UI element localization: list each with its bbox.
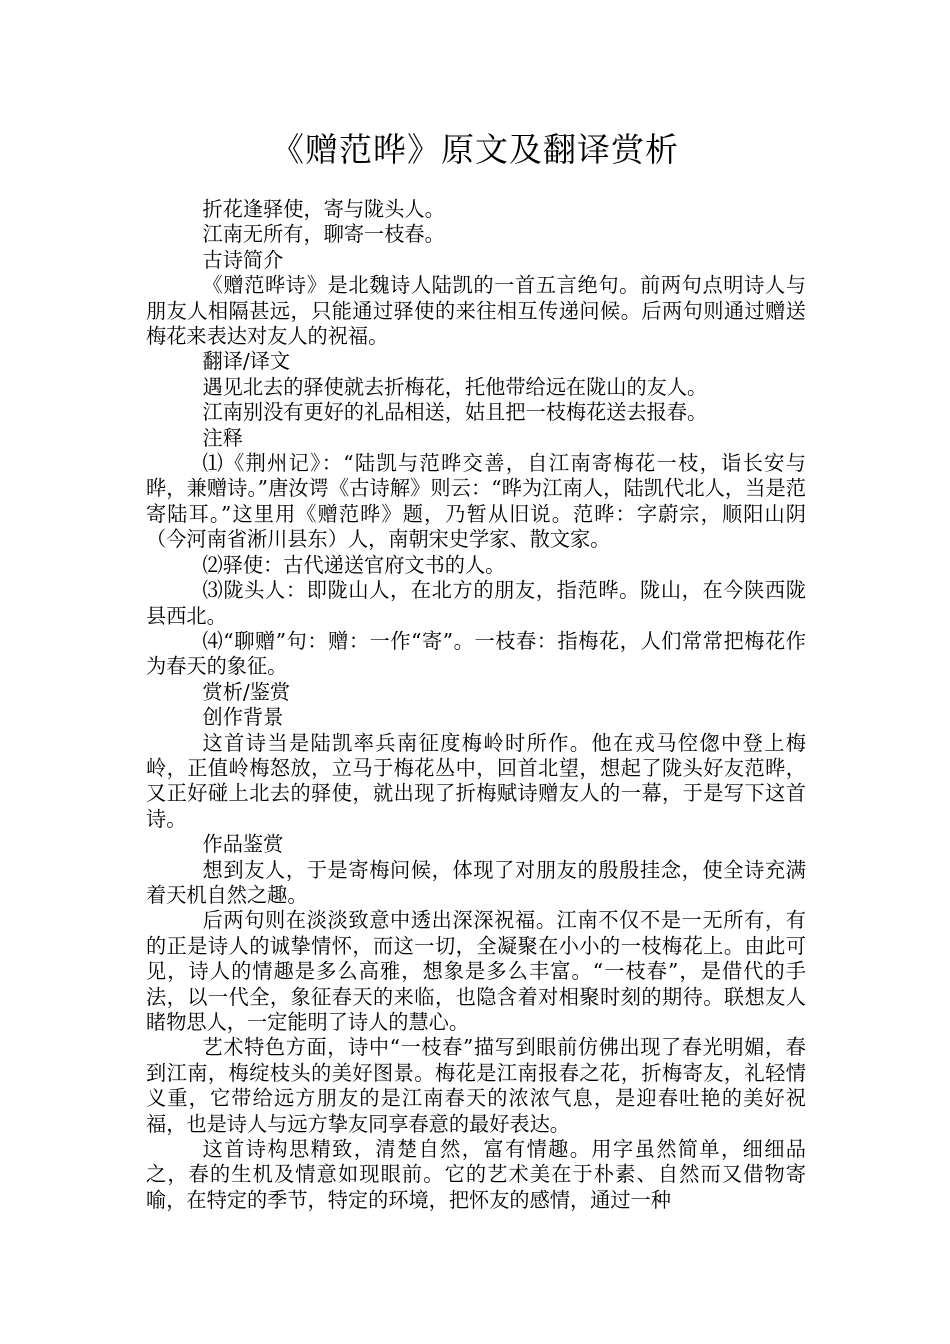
appreciation-paragraph-3: 艺术特色方面，诗中“一枝春”描写到眼前仿佛出现了春光明媚，春到江南，梅绽枝头的美好图景。梅花是江南报春之花，折梅寄友，礼轻情义重，它带给远方朋友的是江南春天的浓浓气息，是迎春吐艳的美好祝福，也是诗人与远方挚友同享春意的最好表达。	[146, 1035, 806, 1136]
translation-line-2: 江南别没有更好的礼品相送，姑且把一枝梅花送去报春。	[202, 400, 708, 425]
poem-line-2: 江南无所有，聊寄一枝春。	[202, 222, 445, 247]
section-heading-work-appreciation: 作品鉴赏	[202, 832, 284, 857]
section-heading-notes: 注释	[202, 425, 243, 450]
document-title: 《赠范晔》原文及翻译赏析	[271, 130, 679, 169]
intro-paragraph: 《赠范晔诗》是北魏诗人陆凯的一首五言绝句。前两句点明诗人与朋友人相隔甚远，只能通过驿使的来往相互传递问候。后两句则通过赠送梅花来表达对友人的祝福。	[146, 273, 806, 349]
note-1: ⑴《荆州记》：“陆凯与范晔交善，自江南寄梅花一枝，诣长安与晔，兼赠诗。”唐汝谔《古诗解》则云：“晔为江南人，陆凯代北人，当是范寄陆耳。”这里用《赠范晔》题，乃暂从旧说。范晔：字蔚宗，顺阳山阴（今河南省淅川县东）人，南朝宋史学家、散文家。	[146, 451, 806, 552]
section-heading-appreciation: 赏析/鉴赏	[202, 679, 291, 704]
poem-line-1: 折花逢驿使，寄与陇头人。	[202, 197, 445, 221]
section-heading-background: 创作背景	[202, 705, 284, 730]
note-2: ⑵驿使：古代递送官府文书的人。	[202, 552, 506, 577]
appreciation-paragraph-1: 想到友人，于是寄梅问候，体现了对朋友的殷殷挂念，使全诗充满着天机自然之趣。	[146, 857, 806, 907]
section-heading-translation: 翻译/译文	[202, 349, 291, 374]
document-body	[146, 197, 806, 1213]
section-heading-intro: 古诗简介	[202, 247, 284, 272]
note-4: ⑷“聊赠”句：赠：一作“寄”。一枝春：指梅花，人们常常把梅花作为春天的象征。	[146, 628, 806, 679]
note-3: ⑶陇头人：即陇山人，在北方的朋友，指范晔。陇山，在今陕西陇县西北。	[146, 578, 806, 628]
background-paragraph: 这首诗当是陆凯率兵南征度梅岭时所作。他在戎马倥偬中登上梅岭，正值岭梅怒放，立马于梅花丛中，回首北望，想起了陇头好友范晔，又正好碰上北去的驿使，就出现了折梅赋诗赠友人的一幕，于是写下这首诗。	[146, 730, 806, 831]
appreciation-paragraph-4: 这首诗构思精致，清楚自然，富有情趣。用字虽然简单，细细品之，春的生机及情意如现眼前。它的艺术美在于朴素、自然而又借物寄喻，在特定的季节，特定的环境，把怀友的感情，通过一种	[146, 1137, 806, 1212]
appreciation-paragraph-2: 后两句则在淡淡致意中透出深深祝福。江南不仅不是一无所有，有的正是诗人的诚挚情怀，而这一切，全凝聚在小小的一枝梅花上。由此可见，诗人的情趣是多么高雅，想象是多么丰富。“一枝春”，是借代的手法，以一代全，象征春天的来临，也隐含着对相聚时刻的期待。联想友人睹物思人，一定能明了诗人的慧心。	[146, 908, 806, 1034]
translation-line-1: 遇见北去的驿使就去折梅花，托他带给远在陇山的友人。	[202, 374, 708, 399]
